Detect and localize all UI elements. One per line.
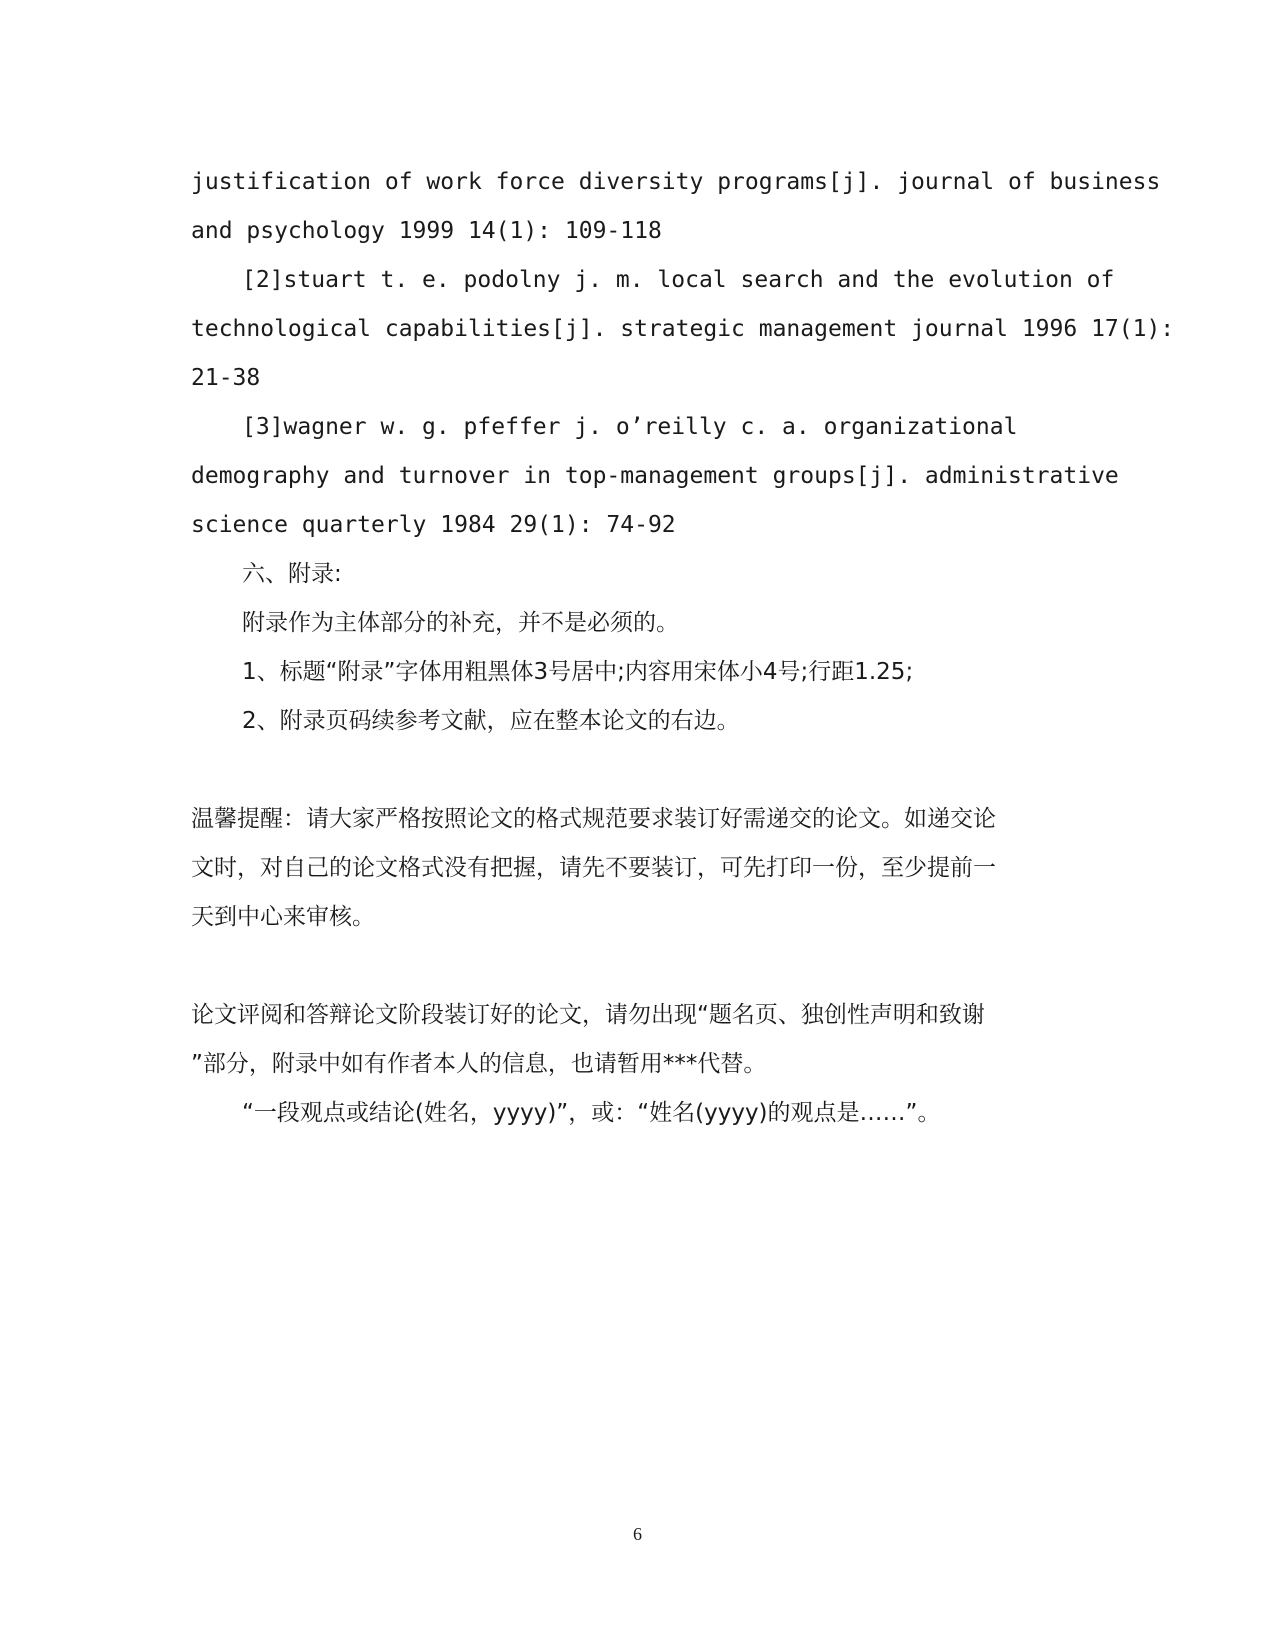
reference-2-line-2: technological capabilities[j]. strategic management journal 1996 17(1): bbox=[191, 316, 1175, 342]
reminder-line-1: 温馨提醒：请大家严格按照论文的格式规范要求装订好需递交的论文。如递交论 bbox=[191, 806, 996, 832]
reference-3-line-3: science quarterly 1984 29(1): 74-92 bbox=[191, 512, 676, 538]
reference-3-line-2: demography and turnover in top-management groups[j]. administrative bbox=[191, 463, 1119, 489]
page-body bbox=[191, 158, 1175, 1138]
paragraph-gap bbox=[191, 746, 1091, 795]
paragraph-gap bbox=[191, 942, 1091, 991]
review-note-line-2: ”部分，附录中如有作者本人的信息，也请暂用***代替。 bbox=[191, 1051, 767, 1077]
appendix-intro: 附录作为主体部分的补充，并不是必须的。 bbox=[242, 610, 679, 636]
page-number: 6 bbox=[633, 1524, 642, 1544]
reference-1-line-2: and psychology 1999 14(1): 109-118 bbox=[191, 218, 662, 244]
reference-2-line-3: 21-38 bbox=[191, 365, 261, 391]
appendix-heading: 六、附录: bbox=[242, 561, 342, 587]
reminder-line-2: 文时，对自己的论文格式没有把握，请先不要装订，可先打印一份，至少提前一 bbox=[191, 855, 996, 881]
reminder-line-3: 天到中心来审核。 bbox=[191, 904, 375, 930]
citation-format-example: “一段观点或结论(姓名，yyyy)”，或：“姓名(yyyy)的观点是……”。 bbox=[242, 1100, 941, 1126]
reference-2-line-1: [2]stuart t. e. podolny j. m. local search and the evolution of bbox=[242, 267, 1115, 293]
reference-1-line-1: justification of work force diversity programs[j]. journal of business bbox=[191, 169, 1161, 195]
review-note-line-1: 论文评阅和答辩论文阶段装订好的论文，请勿出现“题名页、独创性声明和致谢 bbox=[191, 1002, 985, 1028]
appendix-item-1: 1、标题“附录”字体用粗黑体3号居中;内容用宋体小4号;行距1.25; bbox=[242, 659, 914, 685]
appendix-item-2: 2、附录页码续参考文献，应在整本论文的右边。 bbox=[242, 708, 740, 734]
reference-3-line-1: [3]wagner w. g. pfeffer j. o’reilly c. a. organizational bbox=[242, 414, 1018, 440]
